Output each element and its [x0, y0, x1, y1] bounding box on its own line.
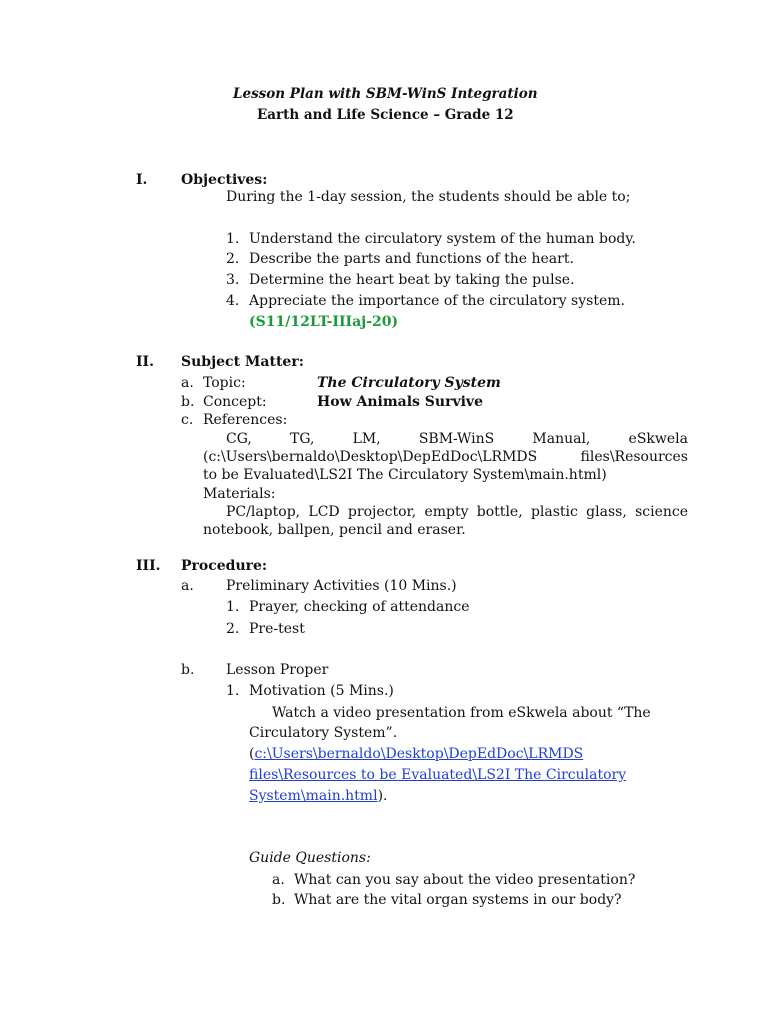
materials-line: notebook, ballpen, pencil and eraser.	[203, 522, 466, 538]
section-heading-procedure: Procedure:	[181, 558, 268, 574]
topic-value: The Circulatory System	[317, 375, 501, 391]
competency-code: (S11/12LT-IIIaj-20)	[249, 314, 399, 330]
preliminary-item: Pre-test	[249, 621, 305, 637]
section-heading-subject-matter: Subject Matter:	[181, 354, 304, 370]
question-letter: a.	[272, 872, 285, 888]
objective-number: 4.	[226, 293, 240, 309]
objective-text: Describe the parts and functions of the heart.	[249, 251, 574, 267]
preliminary-letter: a.	[181, 578, 194, 594]
objective-number: 3.	[226, 272, 240, 288]
references-line: to be Evaluated\LS2I The Circulatory System\main.html)	[203, 467, 607, 483]
concept-letter: b.	[181, 394, 195, 410]
resource-link-line	[249, 787, 387, 805]
objective-number: 2.	[226, 251, 240, 267]
topic-label: Topic:	[203, 375, 246, 391]
document-title: Lesson Plan with SBM-WinS Integration	[233, 86, 538, 102]
question-text: What can you say about the video presentation?	[294, 872, 636, 888]
guide-questions-heading: Guide Questions:	[249, 850, 371, 866]
watch-instruction: Watch a video presentation from eSkwela about “The	[272, 705, 651, 721]
references-line: (c:\Users\bernaldo\Desktop\DepEdDoc\LRMDS files\Resources	[203, 449, 688, 465]
motivation-number: 1.	[226, 683, 240, 699]
lesson-proper-label: Lesson Proper	[226, 662, 329, 678]
resource-link[interactable]: c:\Users\bernaldo\Desktop\DepEdDoc\LRMDS	[254, 746, 584, 762]
link-open-paren: (	[249, 746, 255, 762]
materials-line: PC/laptop, LCD projector, empty bottle, plastic glass, science	[226, 504, 688, 520]
objectives-intro: During the 1-day session, the students should be able to;	[226, 189, 631, 205]
section-numeral-objectives: I.	[136, 172, 148, 188]
preliminary-number: 2.	[226, 621, 240, 637]
references-line: CG, TG, LM, SBM-WinS Manual, eSkwela	[226, 431, 688, 447]
preliminary-label: Preliminary Activities (10 Mins.)	[226, 578, 457, 594]
topic-letter: a.	[181, 375, 194, 391]
lesson-proper-letter: b.	[181, 662, 195, 678]
objective-text: Determine the heart beat by taking the pulse.	[249, 272, 575, 288]
objective-number: 1.	[226, 231, 240, 247]
resource-link-line	[249, 745, 583, 763]
resource-link[interactable]: files\Resources to be Evaluated\LS2I The Circulatory	[249, 767, 627, 783]
references-label: References:	[203, 412, 288, 428]
objective-text: Appreciate the importance of the circulatory system.	[249, 293, 625, 309]
section-heading-objectives: Objectives:	[181, 172, 268, 188]
link-close-paren: ).	[377, 788, 388, 804]
materials-label: Materials:	[203, 486, 276, 502]
concept-label: Concept:	[203, 394, 267, 410]
objective-text: Understand the circulatory system of the human body.	[249, 231, 636, 247]
preliminary-number: 1.	[226, 599, 240, 615]
section-numeral-subject-matter: II.	[136, 354, 154, 370]
motivation-label: Motivation (5 Mins.)	[249, 683, 394, 699]
question-letter: b.	[272, 892, 286, 908]
references-letter: c.	[181, 412, 194, 428]
question-text: What are the vital organ systems in our body?	[294, 892, 622, 908]
resource-link-line	[249, 766, 626, 784]
section-numeral-procedure: III.	[136, 558, 161, 574]
concept-value: How Animals Survive	[317, 394, 483, 410]
resource-link[interactable]: System\main.html	[249, 788, 378, 804]
document-subtitle: Earth and Life Science – Grade 12	[257, 107, 514, 123]
preliminary-item: Prayer, checking of attendance	[249, 599, 470, 615]
watch-instruction: Circulatory System”.	[249, 725, 398, 741]
